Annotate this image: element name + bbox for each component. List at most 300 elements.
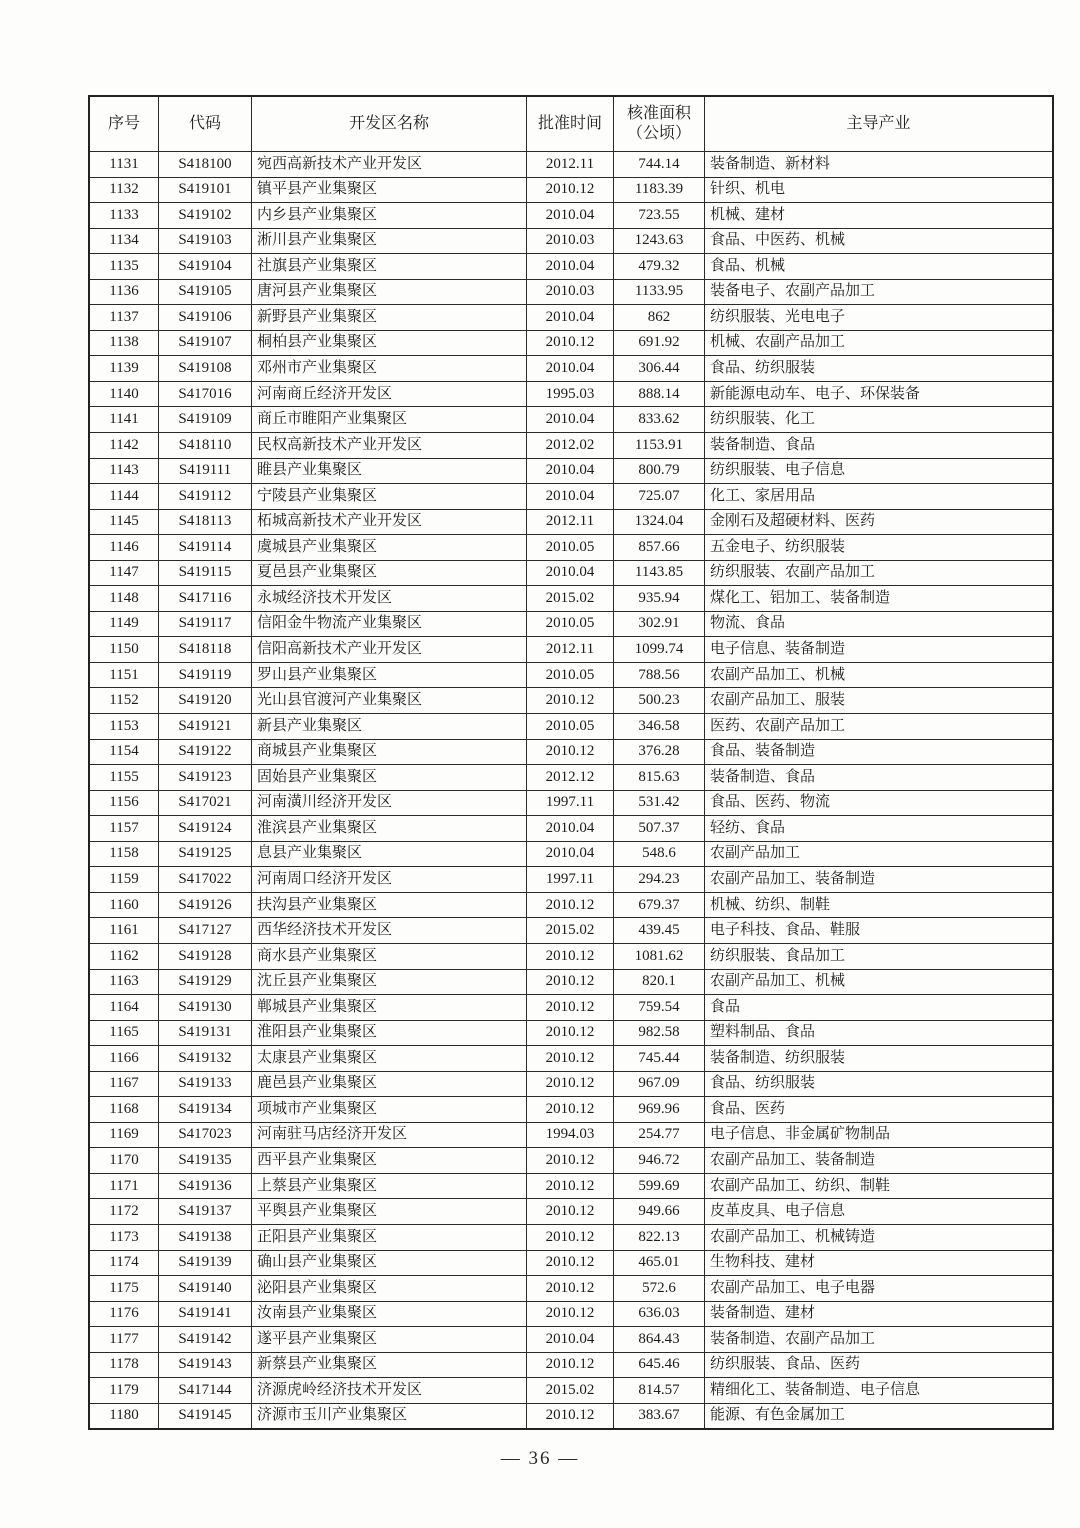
cell-date: 2010.04 [527,407,614,433]
cell-index: 1178 [89,1352,159,1378]
cell-industry: 纺织服装、光电电子 [705,305,1054,331]
cell-index: 1139 [89,356,159,382]
table-row [89,1378,1053,1404]
cell-industry: 生物科技、建材 [705,1250,1054,1276]
table-row [89,1148,1053,1174]
cell-code: S419108 [159,356,252,382]
cell-name: 正阳县产业集聚区 [252,1224,527,1250]
table-row [89,1122,1053,1148]
cell-industry: 纺织服装、化工 [705,407,1054,433]
table-row [89,1250,1053,1276]
table-row [89,586,1053,612]
cell-index: 1168 [89,1097,159,1123]
table-row [89,918,1053,944]
cell-area: 725.07 [614,484,705,510]
cell-index: 1155 [89,765,159,791]
cell-area: 294.23 [614,867,705,893]
cell-code: S419126 [159,892,252,918]
cell-name: 济源虎岭经济技术开发区 [252,1378,527,1404]
cell-date: 2010.04 [527,458,614,484]
cell-industry: 机械、纺织、制鞋 [705,892,1054,918]
table-body [89,152,1053,1429]
cell-index: 1147 [89,560,159,586]
cell-area: 788.56 [614,662,705,688]
cell-code: S417127 [159,918,252,944]
table-row [89,254,1053,280]
cell-area: 949.66 [614,1199,705,1225]
cell-area: 935.94 [614,586,705,612]
table-row [89,177,1053,203]
cell-industry: 装备制造、纺织服装 [705,1046,1054,1072]
table-row [89,330,1053,356]
cell-industry: 煤化工、铝加工、装备制造 [705,586,1054,612]
cell-date: 2010.12 [527,1046,614,1072]
cell-date: 2010.12 [527,330,614,356]
cell-date: 2010.04 [527,254,614,280]
table-row [89,969,1053,995]
cell-name: 遂平县产业集聚区 [252,1327,527,1353]
cell-area: 1243.63 [614,228,705,254]
cell-date: 2010.05 [527,714,614,740]
table-row [89,1173,1053,1199]
table-row [89,611,1053,637]
cell-code: S417021 [159,790,252,816]
cell-code: S419135 [159,1148,252,1174]
table-row [89,1097,1053,1123]
cell-index: 1160 [89,892,159,918]
cell-area: 800.79 [614,458,705,484]
cell-index: 1171 [89,1173,159,1199]
cell-index: 1131 [89,152,159,178]
cell-index: 1135 [89,254,159,280]
cell-index: 1145 [89,509,159,535]
cell-index: 1156 [89,790,159,816]
cell-name: 太康县产业集聚区 [252,1046,527,1072]
cell-name: 河南潢川经济开发区 [252,790,527,816]
table-row [89,356,1053,382]
cell-code: S419107 [159,330,252,356]
table-row [89,1352,1053,1378]
header-area [614,96,705,152]
cell-index: 1154 [89,739,159,765]
cell-name: 商丘市睢阳产业集聚区 [252,407,527,433]
cell-area: 1143.85 [614,560,705,586]
cell-name: 民权高新技术产业开发区 [252,433,527,459]
cell-code: S418113 [159,509,252,535]
cell-code: S417022 [159,867,252,893]
table-row [89,484,1053,510]
cell-industry: 电子信息、非金属矿物制品 [705,1122,1054,1148]
cell-industry: 五金电子、纺织服装 [705,535,1054,561]
cell-area: 479.32 [614,254,705,280]
cell-industry: 装备制造、食品 [705,433,1054,459]
cell-area: 507.37 [614,816,705,842]
cell-area: 820.1 [614,969,705,995]
cell-name: 淮滨县产业集聚区 [252,816,527,842]
development-zones-table-wrap [88,95,985,1430]
cell-industry: 金刚石及超硬材料、医药 [705,509,1054,535]
cell-industry: 装备电子、农副产品加工 [705,279,1054,305]
cell-area: 857.66 [614,535,705,561]
cell-industry: 轻纺、食品 [705,816,1054,842]
cell-industry: 食品、医药 [705,1097,1054,1123]
cell-code: S419114 [159,535,252,561]
cell-index: 1164 [89,995,159,1021]
table-row [89,560,1053,586]
cell-industry: 纺织服装、农副产品加工 [705,560,1054,586]
cell-index: 1165 [89,1020,159,1046]
cell-index: 1159 [89,867,159,893]
cell-industry: 农副产品加工、电子电器 [705,1276,1054,1302]
cell-date: 2012.11 [527,152,614,178]
table-row [89,841,1053,867]
cell-area: 969.96 [614,1097,705,1123]
cell-index: 1180 [89,1403,159,1429]
cell-industry: 能源、有色金属加工 [705,1403,1054,1429]
cell-name: 淅川县产业集聚区 [252,228,527,254]
table-row [89,279,1053,305]
cell-industry: 精细化工、装备制造、电子信息 [705,1378,1054,1404]
table-row [89,1199,1053,1225]
header-row [89,96,1053,152]
cell-code: S419142 [159,1327,252,1353]
cell-industry: 农副产品加工、机械 [705,662,1054,688]
cell-index: 1162 [89,943,159,969]
cell-industry: 农副产品加工、装备制造 [705,1148,1054,1174]
cell-code: S419105 [159,279,252,305]
cell-code: S419132 [159,1046,252,1072]
cell-code: S419143 [159,1352,252,1378]
cell-area: 864.43 [614,1327,705,1353]
cell-area: 254.77 [614,1122,705,1148]
cell-name: 新蔡县产业集聚区 [252,1352,527,1378]
cell-industry: 装备制造、食品 [705,765,1054,791]
cell-date: 2010.12 [527,1097,614,1123]
cell-name: 河南驻马店经济开发区 [252,1122,527,1148]
table-row [89,867,1053,893]
cell-name: 永城经济技术开发区 [252,586,527,612]
cell-code: S419129 [159,969,252,995]
cell-code: S419141 [159,1301,252,1327]
cell-industry: 食品、纺织服装 [705,356,1054,382]
cell-index: 1167 [89,1071,159,1097]
cell-code: S419124 [159,816,252,842]
cell-index: 1177 [89,1327,159,1353]
cell-industry: 装备制造、新材料 [705,152,1054,178]
cell-area: 1099.74 [614,637,705,663]
cell-date: 2010.05 [527,662,614,688]
cell-name: 息县产业集聚区 [252,841,527,867]
cell-industry: 农副产品加工、服装 [705,688,1054,714]
cell-industry: 农副产品加工、机械铸造 [705,1224,1054,1250]
cell-code: S419119 [159,662,252,688]
cell-code: S419140 [159,1276,252,1302]
header-name: 开发区名称 [252,96,527,152]
cell-area: 500.23 [614,688,705,714]
cell-area: 745.44 [614,1046,705,1072]
cell-index: 1137 [89,305,159,331]
header-code: 代码 [159,96,252,152]
cell-code: S419139 [159,1250,252,1276]
cell-date: 2010.12 [527,1250,614,1276]
cell-industry: 食品、医药、物流 [705,790,1054,816]
cell-industry: 食品、机械 [705,254,1054,280]
cell-index: 1140 [89,381,159,407]
cell-index: 1146 [89,535,159,561]
cell-name: 上蔡县产业集聚区 [252,1173,527,1199]
cell-name: 内乡县产业集聚区 [252,203,527,229]
cell-date: 2010.05 [527,611,614,637]
cell-date: 1997.11 [527,867,614,893]
cell-name: 河南周口经济开发区 [252,867,527,893]
cell-code: S419120 [159,688,252,714]
cell-date: 2010.12 [527,688,614,714]
cell-industry: 食品、纺织服装 [705,1071,1054,1097]
cell-industry: 医药、农副产品加工 [705,714,1054,740]
cell-index: 1138 [89,330,159,356]
cell-code: S419123 [159,765,252,791]
cell-area: 645.46 [614,1352,705,1378]
cell-area: 1153.91 [614,433,705,459]
cell-code: S419102 [159,203,252,229]
table-row [89,1403,1053,1429]
cell-code: S417023 [159,1122,252,1148]
cell-industry: 农副产品加工 [705,841,1054,867]
cell-index: 1134 [89,228,159,254]
cell-industry: 机械、建材 [705,203,1054,229]
cell-code: S419134 [159,1097,252,1123]
cell-index: 1152 [89,688,159,714]
table-row [89,509,1053,535]
table-row [89,1020,1053,1046]
cell-date: 2010.12 [527,995,614,1021]
cell-industry: 物流、食品 [705,611,1054,637]
cell-name: 河南商丘经济开发区 [252,381,527,407]
cell-code: S419133 [159,1071,252,1097]
cell-industry: 针织、机电 [705,177,1054,203]
cell-code: S417116 [159,586,252,612]
cell-index: 1174 [89,1250,159,1276]
cell-industry: 农副产品加工、纺织、制鞋 [705,1173,1054,1199]
table-row [89,662,1053,688]
cell-index: 1175 [89,1276,159,1302]
header-industry: 主导产业 [705,96,1054,152]
cell-industry: 食品、装备制造 [705,739,1054,765]
cell-index: 1157 [89,816,159,842]
cell-name: 睢县产业集聚区 [252,458,527,484]
cell-code: S419101 [159,177,252,203]
cell-area: 759.54 [614,995,705,1021]
cell-area: 548.6 [614,841,705,867]
cell-date: 2010.04 [527,356,614,382]
cell-name: 汝南县产业集聚区 [252,1301,527,1327]
cell-date: 2010.04 [527,484,614,510]
cell-index: 1153 [89,714,159,740]
table-row [89,1071,1053,1097]
cell-industry: 机械、农副产品加工 [705,330,1054,356]
cell-date: 2010.12 [527,943,614,969]
cell-area: 572.6 [614,1276,705,1302]
cell-date: 1997.11 [527,790,614,816]
table-row [89,637,1053,663]
cell-date: 2012.11 [527,509,614,535]
cell-date: 2015.02 [527,918,614,944]
cell-name: 项城市产业集聚区 [252,1097,527,1123]
cell-date: 2010.12 [527,1403,614,1429]
cell-area: 306.44 [614,356,705,382]
cell-code: S419131 [159,1020,252,1046]
development-zones-table [88,95,1054,1430]
table-row [89,943,1053,969]
table-row [89,714,1053,740]
cell-area: 1183.39 [614,177,705,203]
cell-industry: 食品、中医药、机械 [705,228,1054,254]
cell-date: 2010.04 [527,203,614,229]
page-number: — 36 — [500,1448,580,1469]
cell-index: 1161 [89,918,159,944]
cell-date: 2010.12 [527,739,614,765]
table-row [89,688,1053,714]
cell-date: 2012.02 [527,433,614,459]
cell-date: 2010.03 [527,228,614,254]
cell-code: S419106 [159,305,252,331]
table-row [89,407,1053,433]
cell-date: 1995.03 [527,381,614,407]
cell-area: 346.58 [614,714,705,740]
cell-index: 1142 [89,433,159,459]
cell-code: S418110 [159,433,252,459]
table-row [89,1046,1053,1072]
cell-date: 2015.02 [527,1378,614,1404]
header-area-label: 核准面积（公顷） [626,105,691,142]
cell-area: 744.14 [614,152,705,178]
header-index: 序号 [89,96,159,152]
cell-index: 1132 [89,177,159,203]
cell-date: 2010.04 [527,305,614,331]
cell-industry: 食品 [705,995,1054,1021]
cell-date: 2010.12 [527,1020,614,1046]
table-row [89,995,1053,1021]
cell-industry: 装备制造、建材 [705,1301,1054,1327]
cell-area: 691.92 [614,330,705,356]
cell-area: 679.37 [614,892,705,918]
table-row [89,203,1053,229]
cell-area: 967.09 [614,1071,705,1097]
table-row [89,790,1053,816]
table-row [89,1327,1053,1353]
cell-area: 723.55 [614,203,705,229]
table-row [89,458,1053,484]
cell-industry: 纺织服装、电子信息 [705,458,1054,484]
cell-area: 465.01 [614,1250,705,1276]
cell-name: 固始县产业集聚区 [252,765,527,791]
cell-name: 邓州市产业集聚区 [252,356,527,382]
cell-index: 1169 [89,1122,159,1148]
cell-date: 2010.12 [527,969,614,995]
cell-date: 2012.12 [527,765,614,791]
table-header [89,96,1053,152]
cell-name: 西华经济技术开发区 [252,918,527,944]
table-row [89,739,1053,765]
cell-index: 1172 [89,1199,159,1225]
cell-date: 2010.12 [527,1173,614,1199]
cell-code: S419136 [159,1173,252,1199]
cell-code: S419145 [159,1403,252,1429]
cell-code: S419137 [159,1199,252,1225]
cell-index: 1151 [89,662,159,688]
header-date: 批准时间 [527,96,614,152]
cell-index: 1133 [89,203,159,229]
cell-code: S419115 [159,560,252,586]
cell-area: 1081.62 [614,943,705,969]
cell-index: 1158 [89,841,159,867]
cell-index: 1150 [89,637,159,663]
cell-name: 新野县产业集聚区 [252,305,527,331]
cell-area: 822.13 [614,1224,705,1250]
cell-area: 383.67 [614,1403,705,1429]
cell-code: S419138 [159,1224,252,1250]
cell-name: 信阳金牛物流产业集聚区 [252,611,527,637]
cell-industry: 新能源电动车、电子、环保装备 [705,381,1054,407]
cell-industry: 皮革皮具、电子信息 [705,1199,1054,1225]
cell-industry: 纺织服装、食品加工 [705,943,1054,969]
table-row [89,1301,1053,1327]
cell-date: 2012.11 [527,637,614,663]
table-row [89,1276,1053,1302]
cell-name: 鹿邑县产业集聚区 [252,1071,527,1097]
cell-date: 2010.12 [527,1148,614,1174]
cell-index: 1144 [89,484,159,510]
cell-code: S419104 [159,254,252,280]
cell-date: 2010.12 [527,177,614,203]
cell-date: 2015.02 [527,586,614,612]
cell-area: 599.69 [614,1173,705,1199]
cell-index: 1179 [89,1378,159,1404]
cell-code: S419112 [159,484,252,510]
cell-code: S419111 [159,458,252,484]
cell-industry: 塑料制品、食品 [705,1020,1054,1046]
cell-code: S418118 [159,637,252,663]
cell-name: 泌阳县产业集聚区 [252,1276,527,1302]
cell-date: 2010.12 [527,892,614,918]
cell-date: 2010.04 [527,560,614,586]
cell-name: 郸城县产业集聚区 [252,995,527,1021]
cell-date: 2010.03 [527,279,614,305]
cell-name: 沈丘县产业集聚区 [252,969,527,995]
table-row [89,305,1053,331]
cell-area: 814.57 [614,1378,705,1404]
cell-area: 862 [614,305,705,331]
cell-index: 1166 [89,1046,159,1072]
cell-date: 2010.04 [527,1327,614,1353]
cell-index: 1143 [89,458,159,484]
cell-area: 833.62 [614,407,705,433]
table-row [89,433,1053,459]
cell-date: 2010.12 [527,1199,614,1225]
cell-name: 平舆县产业集聚区 [252,1199,527,1225]
cell-date: 2010.04 [527,841,614,867]
cell-name: 淮阳县产业集聚区 [252,1020,527,1046]
cell-code: S417016 [159,381,252,407]
cell-industry: 农副产品加工、机械 [705,969,1054,995]
cell-name: 桐柏县产业集聚区 [252,330,527,356]
table-row [89,381,1053,407]
table-row [89,228,1053,254]
cell-date: 2010.12 [527,1301,614,1327]
cell-name: 确山县产业集聚区 [252,1250,527,1276]
cell-code: S419103 [159,228,252,254]
cell-name: 宛西高新技术产业开发区 [252,152,527,178]
